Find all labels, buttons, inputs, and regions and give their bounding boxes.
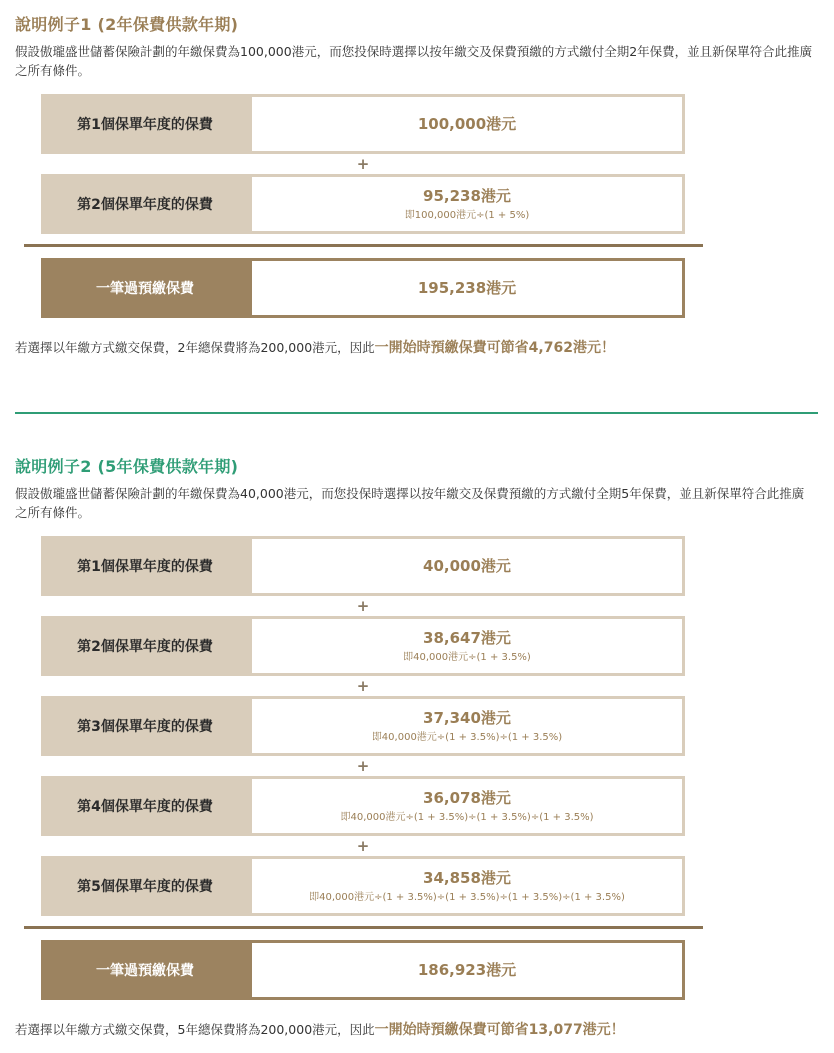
premium-year-label: 第1個保單年度的保費 bbox=[41, 536, 249, 596]
example-1-conclusion bbox=[15, 339, 615, 357]
premium-value-box bbox=[249, 174, 685, 234]
savings-highlight: 一開始時預繳保費可節省13,077港元！ bbox=[374, 1022, 625, 1038]
premium-amount: 100,000港元 bbox=[417, 115, 517, 133]
premium-row bbox=[41, 94, 685, 154]
example-1-intro: 假設傲瓏盛世儲蓄保險計劃的年繳保費為100,000港元，而您投保時選擇以按年繳交及保費預繳的方式繳付全期2年保費，並且新保單符合此推廣之所有條件。 bbox=[15, 44, 813, 78]
premium-value-box bbox=[249, 536, 685, 596]
sum-divider bbox=[24, 244, 703, 247]
premium-formula: 即40,000港元÷(1 + 3.5%)÷(1 + 3.5%)÷(1 + 3.5%)÷(1 + 3.5%) bbox=[309, 891, 625, 903]
premium-year-label: 第5個保單年度的保費 bbox=[41, 856, 249, 916]
premium-row bbox=[41, 856, 685, 916]
total-row bbox=[41, 940, 685, 1000]
plus-sign: + bbox=[356, 155, 370, 173]
example-2-section bbox=[15, 456, 820, 1038]
example-1-heading: 說明例子1 (2年保費供款年期) bbox=[15, 15, 239, 34]
total-value-box bbox=[249, 258, 685, 318]
plus-sign: + bbox=[356, 837, 370, 855]
example-1-section bbox=[15, 14, 820, 356]
premium-amount: 34,858港元 bbox=[423, 868, 511, 887]
total-value-box bbox=[249, 940, 685, 1000]
total-label: 一筆過預繳保費 bbox=[41, 940, 249, 1000]
conclusion-text: 若選擇以年繳方式繳交保費，2年總保費將為200,000港元，因此 bbox=[15, 340, 375, 355]
premium-amount: 95,238港元 bbox=[423, 186, 511, 205]
premium-row bbox=[41, 776, 685, 836]
plus-sign: + bbox=[356, 677, 370, 695]
premium-value-box bbox=[249, 776, 685, 836]
plus-sign: + bbox=[356, 597, 370, 615]
savings-highlight: 一開始時預繳保費可節省4,762港元！ bbox=[374, 340, 615, 356]
premium-row bbox=[41, 536, 685, 596]
example-2-intro: 假設傲瓏盛世儲蓄保險計劃的年繳保費為40,000港元，而您投保時選擇以按年繳交及保費預繳的方式繳付全期5年保費，並且新保單符合此推廣之所有條件。 bbox=[15, 486, 805, 520]
premium-value-box bbox=[249, 616, 685, 676]
premium-amount: 36,078港元 bbox=[423, 788, 511, 807]
premium-amount: 37,340港元 bbox=[423, 708, 511, 727]
conclusion-text: 若選擇以年繳方式繳交保費，5年總保費將為200,000港元，因此 bbox=[15, 1022, 375, 1037]
premium-amount: 40,000港元 bbox=[423, 557, 511, 575]
example-2-calculation bbox=[41, 536, 685, 1000]
premium-formula: 即40,000港元÷(1 + 3.5%) bbox=[403, 651, 531, 663]
section-divider bbox=[15, 412, 818, 414]
premium-year-label: 第2個保單年度的保費 bbox=[41, 174, 249, 234]
premium-formula: 即40,000港元÷(1 + 3.5%)÷(1 + 3.5%) bbox=[371, 731, 563, 743]
example-2-conclusion bbox=[15, 1021, 625, 1039]
premium-year-label: 第4個保單年度的保費 bbox=[41, 776, 249, 836]
total-label: 一筆過預繳保費 bbox=[41, 258, 249, 318]
total-amount: 186,923港元 bbox=[417, 961, 517, 979]
premium-row bbox=[41, 696, 685, 756]
total-row bbox=[41, 258, 685, 318]
premium-year-label: 第3個保單年度的保費 bbox=[41, 696, 249, 756]
plus-sign: + bbox=[356, 757, 370, 775]
premium-value-box bbox=[249, 94, 685, 154]
example-2-heading: 說明例子2 (5年保費供款年期) bbox=[15, 457, 239, 476]
premium-formula: 即40,000港元÷(1 + 3.5%)÷(1 + 3.5%)÷(1 + 3.5%) bbox=[340, 811, 594, 823]
total-amount: 195,238港元 bbox=[417, 279, 517, 297]
premium-value-box bbox=[249, 856, 685, 916]
premium-value-box bbox=[249, 696, 685, 756]
sum-divider bbox=[24, 926, 703, 929]
premium-formula: 即100,000港元÷(1 + 5%) bbox=[404, 209, 530, 221]
premium-year-label: 第2個保單年度的保費 bbox=[41, 616, 249, 676]
premium-year-label: 第1個保單年度的保費 bbox=[41, 94, 249, 154]
premium-row bbox=[41, 616, 685, 676]
premium-row bbox=[41, 174, 685, 234]
premium-amount: 38,647港元 bbox=[423, 628, 511, 647]
example-1-calculation bbox=[41, 94, 685, 318]
